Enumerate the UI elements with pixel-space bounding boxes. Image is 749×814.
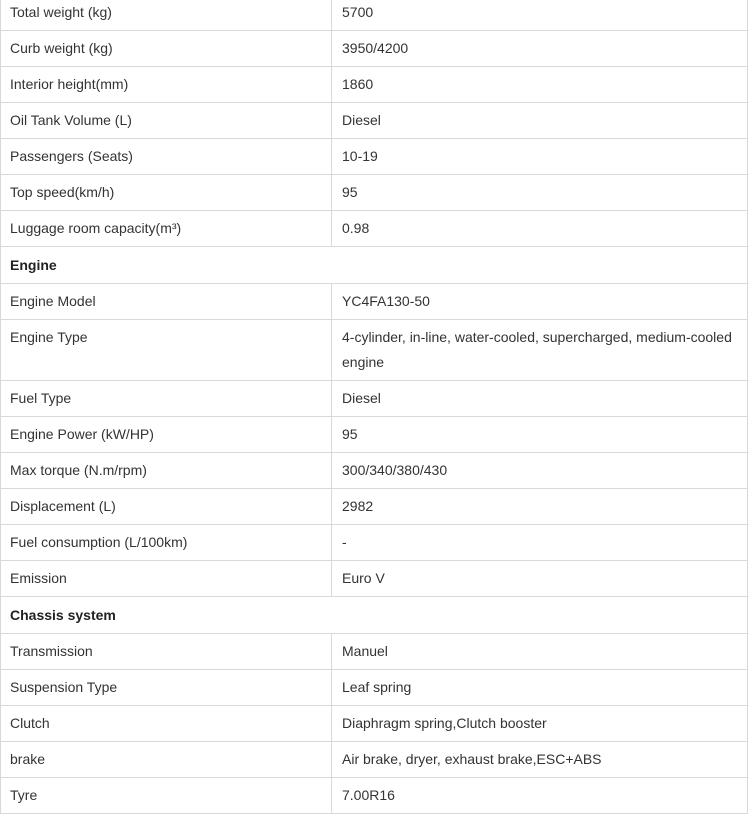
spec-label: Fuel consumption (L/100km) (1, 525, 332, 560)
spec-label: Transmission (1, 634, 332, 669)
table-row (1, 417, 747, 453)
section-header-engine (1, 247, 747, 284)
spec-value: 1860 (342, 76, 374, 92)
table-row (1, 175, 747, 211)
spec-value: 0.98 (342, 220, 370, 236)
spec-label: Fuel Type (1, 381, 332, 416)
table-row (1, 742, 747, 778)
spec-label: Engine Power (kW/HP) (1, 417, 332, 452)
spec-label: brake (1, 742, 332, 777)
table-row (1, 0, 747, 31)
table-row (1, 489, 747, 525)
table-row (1, 670, 747, 706)
spec-value: Diesel (342, 390, 381, 406)
spec-label: Top speed(km/h) (1, 175, 332, 210)
spec-value: Diesel (342, 112, 381, 128)
spec-value: Diaphragm spring,Clutch booster (342, 715, 547, 731)
table-row (1, 320, 747, 381)
spec-label: Emission (1, 561, 332, 596)
spec-value: Euro V (342, 570, 385, 586)
table-row (1, 634, 747, 670)
spec-value: 95 (342, 426, 358, 442)
spec-value: Manuel (342, 643, 388, 659)
table-row (1, 778, 747, 814)
table-row (1, 67, 747, 103)
spec-value: 2982 (342, 498, 374, 514)
spec-label: Curb weight (kg) (1, 31, 332, 66)
spec-label: Oil Tank Volume (L) (1, 103, 332, 138)
spec-label: Total weight (kg) (1, 0, 332, 30)
spec-label: Max torque (N.m/rpm) (1, 453, 332, 488)
table-row (1, 525, 747, 561)
spec-value: 300/340/380/430 (342, 462, 448, 478)
table-row (1, 211, 747, 247)
spec-label: Clutch (1, 706, 332, 741)
table-row (1, 561, 747, 597)
spec-value: 7.00R16 (342, 787, 395, 803)
spec-value: YC4FA130-50 (342, 293, 430, 309)
spec-label: Luggage room capacity(m³) (1, 211, 332, 246)
section-title: Chassis system (10, 607, 116, 623)
spec-label: Suspension Type (1, 670, 332, 705)
table-row (1, 103, 747, 139)
spec-value: 4-cylinder, in-line, water-cooled, supercharged, medium-cooled engine (342, 329, 732, 370)
section-header-chassis (1, 597, 747, 634)
table-row (1, 381, 747, 417)
spec-value: 10-19 (342, 148, 378, 164)
spec-label: Displacement (L) (1, 489, 332, 524)
table-row (1, 139, 747, 175)
table-row (1, 284, 747, 320)
section-title: Engine (10, 257, 57, 273)
spec-value: 5700 (342, 4, 374, 20)
spec-value: 3950/4200 (342, 40, 409, 56)
spec-label: Passengers (Seats) (1, 139, 332, 174)
spec-value: 95 (342, 184, 358, 200)
spec-value: Leaf spring (342, 679, 412, 695)
table-row (1, 706, 747, 742)
spec-label: Tyre (1, 778, 332, 813)
spec-value: Air brake, dryer, exhaust brake,ESC+ABS (342, 751, 602, 767)
spec-value: - (342, 534, 347, 550)
spec-label: Interior height(mm) (1, 67, 332, 102)
spec-label: Engine Model (1, 284, 332, 319)
table-row (1, 453, 747, 489)
spec-label: Engine Type (1, 320, 332, 380)
table-row (1, 31, 747, 67)
